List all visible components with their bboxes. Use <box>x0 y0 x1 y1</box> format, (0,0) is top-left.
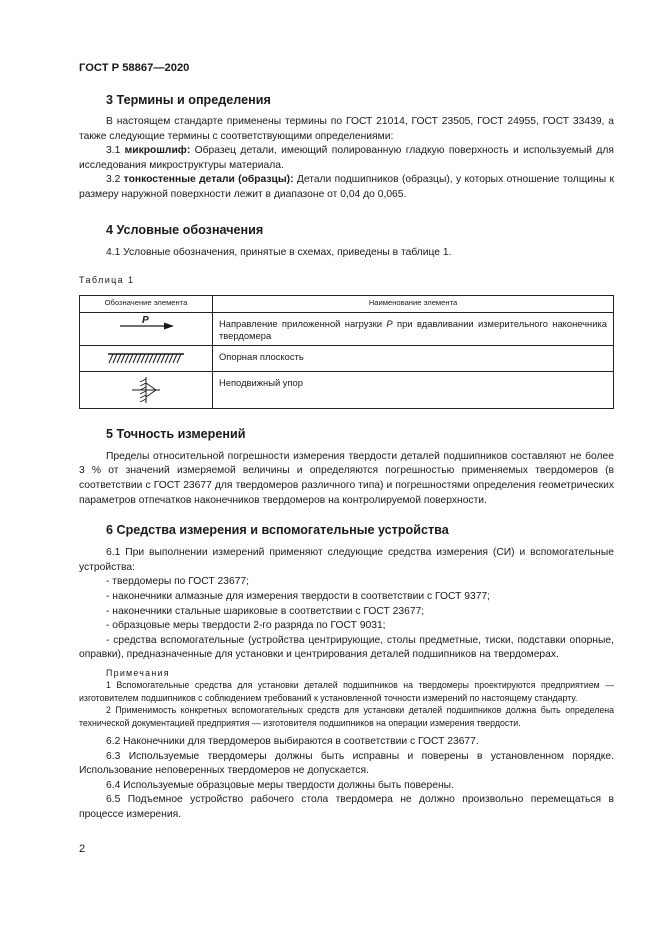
definition: Детали подшипников (образцы), у которых отношение толщины к размеру наружной поверхности лежит в диапазоне от 0,04 до 0,065. <box>79 174 614 200</box>
paragraph: 6.2 Наконечники для твердомеров выбираются в соответствии с ГОСТ 23677. <box>106 735 479 747</box>
subsections <box>79 735 614 823</box>
table-row <box>80 312 614 345</box>
term: тонкостенные детали (образцы): <box>123 174 294 186</box>
note: 1 Вспомогательные средства для установки деталей подшипников на твердомеры проектируются предприятием — изготовителем подшипников с соблюдением требований к установленной точности измерений по настоящему стандарту. <box>79 680 614 703</box>
hatched-plane-icon <box>80 346 212 371</box>
document-body <box>79 92 614 822</box>
section-title: 6 Средства измерения и вспомогательные устройства <box>106 523 449 538</box>
table-header-row <box>80 295 614 312</box>
document-header: ГОСТ Р 58867—2020 <box>79 62 190 74</box>
paragraph: Пределы относительной погрешности измерения твердости деталей подшипников составляют не более 3 % от значений измеряемой величины и определяются погрешностью применяемых твердомеров (в соответствии с ГОСТ 23677 для твердомеров различного типа) и погрешностями определения геометрических параметров отпечатков наконечников твердомеров на контролируемой поверхности. <box>79 450 614 506</box>
column-header: Обозначение элемента <box>80 295 213 312</box>
section-title: 3 Термины и определения <box>106 93 271 107</box>
section-title: 4 Условные обозначения <box>106 222 264 237</box>
paragraph: 6.4 Используемые образцовые меры твердости должны быть поверены. <box>106 779 454 791</box>
note: 2 Применимость конкретных вспомогательных средств для установки деталей подшипников должна быть определена технической документацией предприятия — изготовителя подшипников на операции измерения твердости. <box>79 705 614 728</box>
symbols-table <box>79 295 614 409</box>
paragraph: 4.1 Условные обозначения, принятые в схемах, приведены в таблице 1. <box>106 246 452 258</box>
term-number: 3.1 <box>106 145 125 157</box>
column-header: Наименование элемента <box>213 295 614 312</box>
notes-title: Примечания <box>106 667 170 678</box>
cell-variable: P <box>386 317 393 329</box>
table-cell: Неподвижный упор <box>213 371 614 408</box>
section-terms <box>79 92 614 203</box>
term: микрошлиф: <box>124 145 191 157</box>
list-item: - наконечники стальные шариковые в соответствии с ГОСТ 23677; <box>106 605 425 617</box>
list-item: - средства вспомогательные (устройства центрирующие, столы предметные, тиски, подставки опорные, оправки), предназначенные для установки и центрирования деталей подшипников на твердомерах. <box>79 634 614 661</box>
page-number: 2 <box>79 843 86 855</box>
table-cell <box>213 312 614 345</box>
cell-text: при вдавливании измерительного наконечника твердомера <box>219 317 607 342</box>
section-symbols <box>79 222 614 409</box>
paragraph: 6.3 Используемые твердомеры должны быть исправны и поверены в установленном порядке. Использование неповеренных твердомеров не допускается. <box>79 750 614 777</box>
section-accuracy <box>79 426 614 508</box>
load-direction-symbol <box>80 312 213 345</box>
fixed-stop-symbol <box>80 371 213 408</box>
notes-block <box>79 667 614 729</box>
list-item: - твердомеры по ГОСТ 23677; <box>106 576 250 588</box>
table-row <box>80 371 614 408</box>
table-caption: Таблица 1 <box>79 275 135 286</box>
section-title: 5 Точность измерений <box>106 426 246 441</box>
table-cell: Опорная плоскость <box>213 345 614 371</box>
support-plane-symbol <box>80 345 213 371</box>
list-item: - наконечники алмазные для измерения твердости в соответствии с ГОСТ 9377; <box>106 590 491 602</box>
term-number: 3.2 <box>106 174 124 186</box>
load-label: P <box>142 314 149 326</box>
list-item: - образцовые меры твердости 2-го разряда по ГОСТ 9031; <box>106 620 386 632</box>
cell-text: Направление приложенной нагрузки <box>219 317 387 329</box>
paragraph: 6.1 При выполнении измерений применяют следующие средства измерения (СИ) и вспомогательные устройства: <box>79 547 614 573</box>
arrow-icon <box>80 313 212 341</box>
term-definition <box>79 144 614 173</box>
definition: Образец детали, имеющий полированную гладкую поверхность и используемый для исследования микроструктуры материала. <box>79 145 614 171</box>
fixed-stop-icon <box>80 372 212 408</box>
table-row <box>80 345 614 371</box>
paragraph: 6.5 Подъемное устройство рабочего стола твердомера не должно произвольно перемещаться в процессе измерения. <box>79 794 614 820</box>
section-instruments <box>79 522 614 822</box>
paragraph: В настоящем стандарте применены термины по ГОСТ 21014, ГОСТ 23505, ГОСТ 24955, ГОСТ 33439, а также следующие термины с соответствующими определениями: <box>79 116 614 142</box>
term-definition <box>79 173 614 202</box>
